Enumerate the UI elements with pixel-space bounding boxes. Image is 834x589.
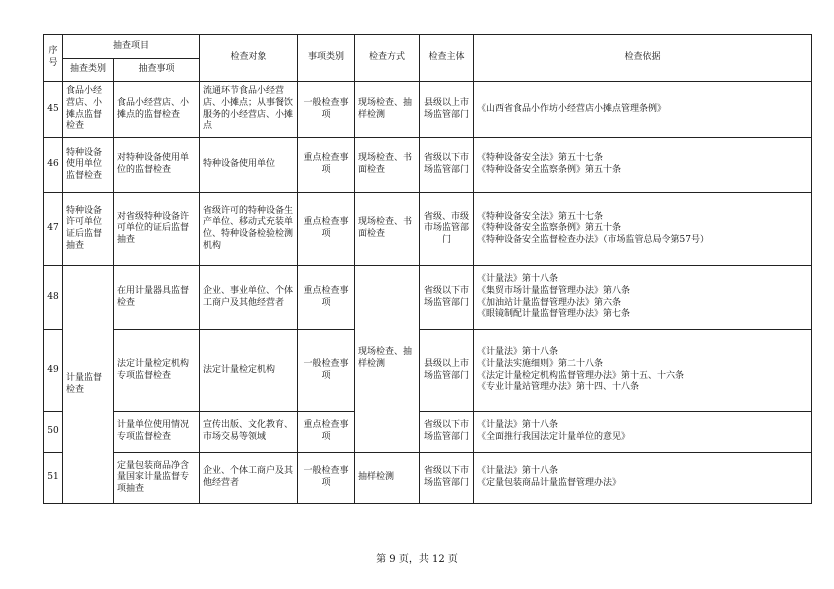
row-number: 45 xyxy=(44,82,63,138)
row-method: 现场检查、抽样检测 xyxy=(355,82,420,138)
basis-line: 《特种设备安全法》第五十七条 xyxy=(477,211,604,222)
group-method: 现场检查、抽样检测 xyxy=(355,266,420,453)
row-item: 对特种设备使用单位的监督检查 xyxy=(114,138,200,193)
row-type: 一般检查事项 xyxy=(298,82,355,138)
basis-line: 《计量法》第十八条 xyxy=(477,466,559,477)
row-category: 特种设备使用单位监督检查 xyxy=(63,138,114,193)
row-number: 50 xyxy=(44,412,63,453)
row-number: 49 xyxy=(44,330,63,412)
table-row xyxy=(44,82,812,138)
row-target: 特种设备使用单位 xyxy=(200,138,298,193)
row-type: 一般检查事项 xyxy=(298,330,355,412)
row-target: 宣传出版、文化教育、市场交易等领域 xyxy=(200,412,298,453)
basis-line: 《特种设备安全监察条例》第五十条 xyxy=(477,165,622,175)
page-footer: 第 9 页，共 12 页 xyxy=(376,554,458,565)
basis-line: 《特种设备安全监察条例》第五十条 xyxy=(477,223,622,234)
row-item: 法定计量检定机构专项监督检查 xyxy=(114,330,200,412)
inspection-table xyxy=(43,34,812,504)
row-method: 现场检查、书面检查 xyxy=(355,138,420,193)
row-item: 在用计量器具监督检查 xyxy=(114,266,200,330)
basis-line: 《加油站计量监督管理办法》第六条 xyxy=(477,297,622,308)
row-type: 一般检查事项 xyxy=(298,453,355,504)
header-seq: 序号 xyxy=(44,35,63,82)
row-target: 法定计量检定机构 xyxy=(200,330,298,412)
header-subject: 检查主体 xyxy=(420,35,474,82)
row-method: 抽样检测 xyxy=(355,453,420,504)
row-number: 46 xyxy=(44,138,63,193)
header-item: 抽查事项 xyxy=(114,59,200,82)
row-basis xyxy=(474,412,812,453)
row-item: 定量包装商品净含量国家计量监督专项抽查 xyxy=(114,453,200,504)
row-basis xyxy=(474,266,812,330)
header-basis: 检查依据 xyxy=(474,35,812,82)
row-category: 食品小经营店、小摊点监督检查 xyxy=(63,82,114,138)
basis-line: 《计量法》第十八条 xyxy=(477,420,559,431)
basis-line: 《法定计量检定机构监督管理办法》第十五、十六条 xyxy=(477,370,685,381)
row-category: 特种设备许可单位证后监督抽查 xyxy=(63,193,114,266)
row-basis xyxy=(474,193,812,266)
row-target: 省级许可的特种设备生产单位、移动式充装单位、特种设备检验检测机构 xyxy=(200,193,298,266)
table-row xyxy=(44,193,812,266)
header-type: 事项类别 xyxy=(298,35,355,82)
row-subject: 县级以上市场监管部门 xyxy=(420,82,474,138)
row-target: 企业、个体工商户及其他经营者 xyxy=(200,453,298,504)
row-type: 重点检查事项 xyxy=(298,138,355,193)
row-number: 47 xyxy=(44,193,63,266)
table-row xyxy=(44,412,812,453)
row-basis xyxy=(474,330,812,412)
basis-line: 《计量法》第十八条 xyxy=(477,347,559,358)
basis-line: 《定量包装商品计量监督管理办法》 xyxy=(477,478,622,488)
basis-line: 《专业计量站管理办法》第十四、十八条 xyxy=(477,382,640,393)
row-number: 51 xyxy=(44,453,63,504)
row-subject: 省级以下市场监管部门 xyxy=(420,138,474,193)
row-type: 重点检查事项 xyxy=(298,412,355,453)
row-item: 计量单位使用情况专项监督检查 xyxy=(114,412,200,453)
row-basis xyxy=(474,82,812,138)
row-type: 重点检查事项 xyxy=(298,266,355,330)
header-category: 抽查类别 xyxy=(63,59,114,82)
row-subject: 省级以下市场监管部门 xyxy=(420,412,474,453)
group-category: 计量监督检查 xyxy=(63,266,114,504)
row-subject: 省级以下市场监管部门 xyxy=(420,453,474,504)
table-row xyxy=(44,330,812,412)
row-subject: 县级以上市场监管部门 xyxy=(420,330,474,412)
table-row xyxy=(44,266,812,330)
row-number: 48 xyxy=(44,266,63,330)
basis-line: 《特种设备安全法》第五十七条 xyxy=(477,153,604,164)
row-type: 重点检查事项 xyxy=(298,193,355,266)
basis-line: 《集贸市场计量监督管理办法》第八条 xyxy=(477,285,631,296)
row-item: 对省级特种设备许可单位的证后监督抽查 xyxy=(114,193,200,266)
row-method: 现场检查、书面检查 xyxy=(355,193,420,266)
basis-line: 《眼镜制配计量监督管理办法》第七条 xyxy=(477,309,631,320)
basis-line: 《山西省食品小作坊小经营店小摊点管理条例》 xyxy=(477,103,667,114)
table-row xyxy=(44,453,812,504)
basis-line: 《计量法实施细则》第二十八条 xyxy=(477,358,604,369)
table-row xyxy=(44,138,812,193)
row-basis xyxy=(474,138,812,193)
header-group: 抽查项目 xyxy=(63,35,200,59)
header-method: 检查方式 xyxy=(355,35,420,82)
row-target: 流通环节食品小经营店、小摊点；从事餐饮服务的小经营店、小摊点 xyxy=(200,82,298,138)
basis-line: 《计量法》第十八条 xyxy=(477,274,559,285)
row-subject: 省级、市级市场监管部门 xyxy=(420,193,474,266)
row-target: 企业、事业单位、个体工商户及其他经营者 xyxy=(200,266,298,330)
row-item: 食品小经营店、小摊点的监督检查 xyxy=(114,82,200,138)
row-subject: 省级以下市场监管部门 xyxy=(420,266,474,330)
basis-line: 《全面推行我国法定计量单位的意见》 xyxy=(477,432,631,442)
header-target: 检查对象 xyxy=(200,35,298,82)
row-basis xyxy=(474,453,812,504)
basis-line: 《特种设备安全监督检查办法》（市场监管总局令第57号） xyxy=(477,234,709,245)
